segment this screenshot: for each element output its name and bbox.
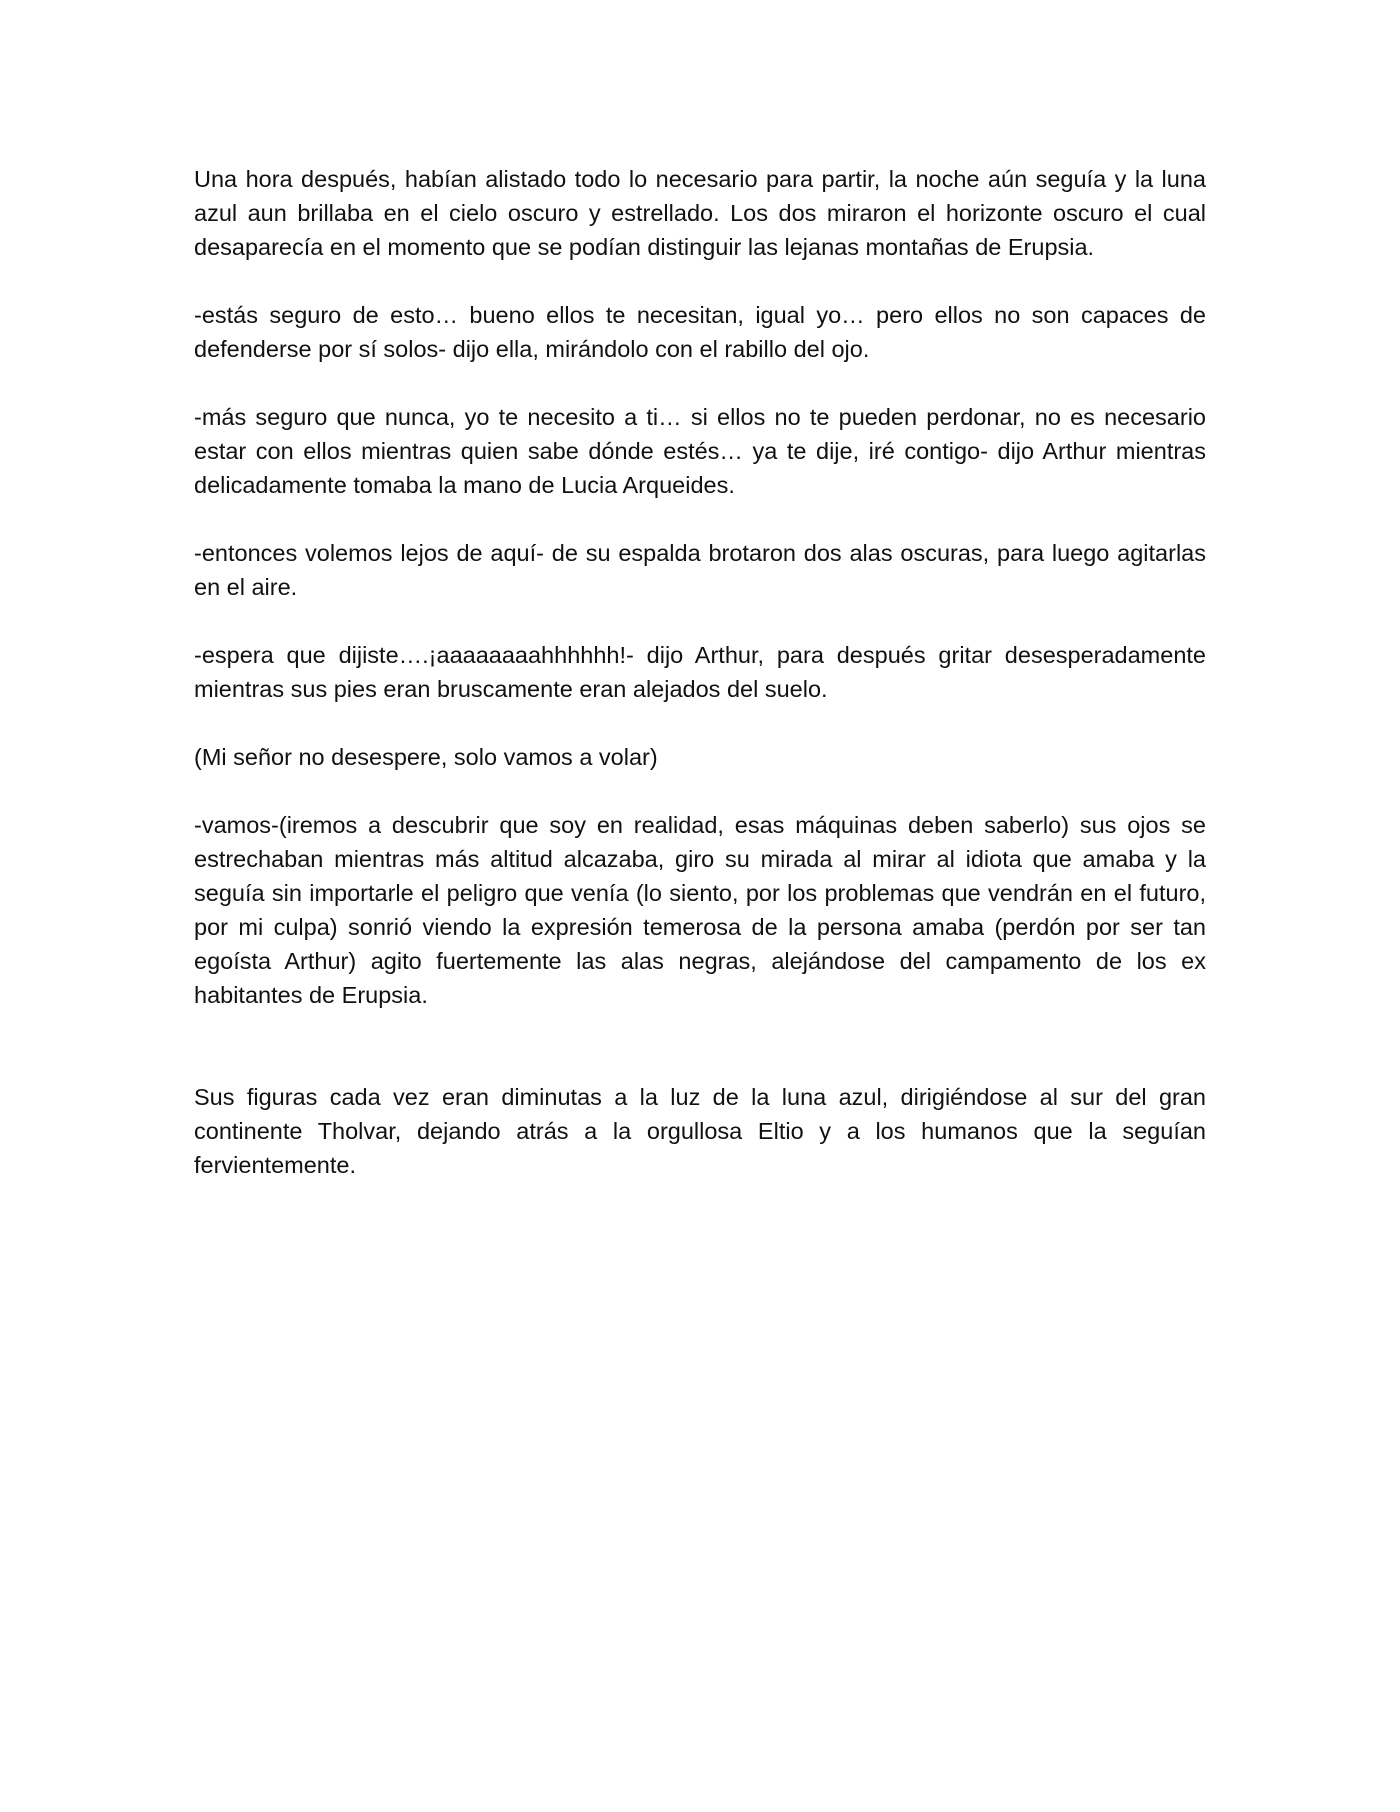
paragraph-4: -entonces volemos lejos de aquí- de su espalda brotaron dos alas oscuras, para luego agitarlas en el aire. (194, 540, 1206, 600)
paragraph-8: Sus figuras cada vez eran diminutas a la luz de la luna azul, dirigiéndose al sur del gran continente Tholvar, dejando atrás a la orgullosa Eltio y a los humanos que la seguían fervientemente. (194, 1084, 1206, 1178)
document-body (194, 162, 1206, 1216)
paragraph-2: -estás seguro de esto… bueno ellos te necesitan, igual yo… pero ellos no son capaces de defenderse por sí solos- dijo ella, mirándolo con el rabillo del ojo. (194, 302, 1206, 362)
paragraph-1: Una hora después, habían alistado todo lo necesario para partir, la noche aún seguía y la luna azul aun brillaba en el cielo oscuro y estrellado. Los dos miraron el horizonte oscuro el cual desaparecía en el momento que se podían distinguir las lejanas montañas de Erupsia. (194, 166, 1206, 260)
paragraph-3: -más seguro que nunca, yo te necesito a ti… si ellos no te pueden perdonar, no es necesario estar con ellos mientras quien sabe dónde estés… ya te dije, iré contigo- dijo Arthur mientras delicadamente tomaba la mano de Lucia Arqueides. (194, 404, 1206, 498)
paragraph-7: -vamos-(iremos a descubrir que soy en realidad, esas máquinas deben saberlo) sus ojos se estrechaban mientras más altitud alcazaba, giro su mirada al mirar al idiota que amaba y la seguía sin importarle el peligro que venía (lo siento, por los problemas que vendrán en el futuro, por mi culpa) sonrió viendo la expresión temerosa de la persona amaba (perdón por ser tan egoísta Arthur) agito fuertemente las alas negras, alejándose del campamento de los ex habitantes de Erupsia. (194, 812, 1206, 1008)
paragraph-5: -espera que dijiste….¡aaaaaaaahhhhhh!- dijo Arthur, para después gritar desesperadamente mientras sus pies eran bruscamente eran alejados del suelo. (194, 642, 1206, 702)
paragraph-6: (Mi señor no desespere, solo vamos a volar) (194, 744, 658, 770)
